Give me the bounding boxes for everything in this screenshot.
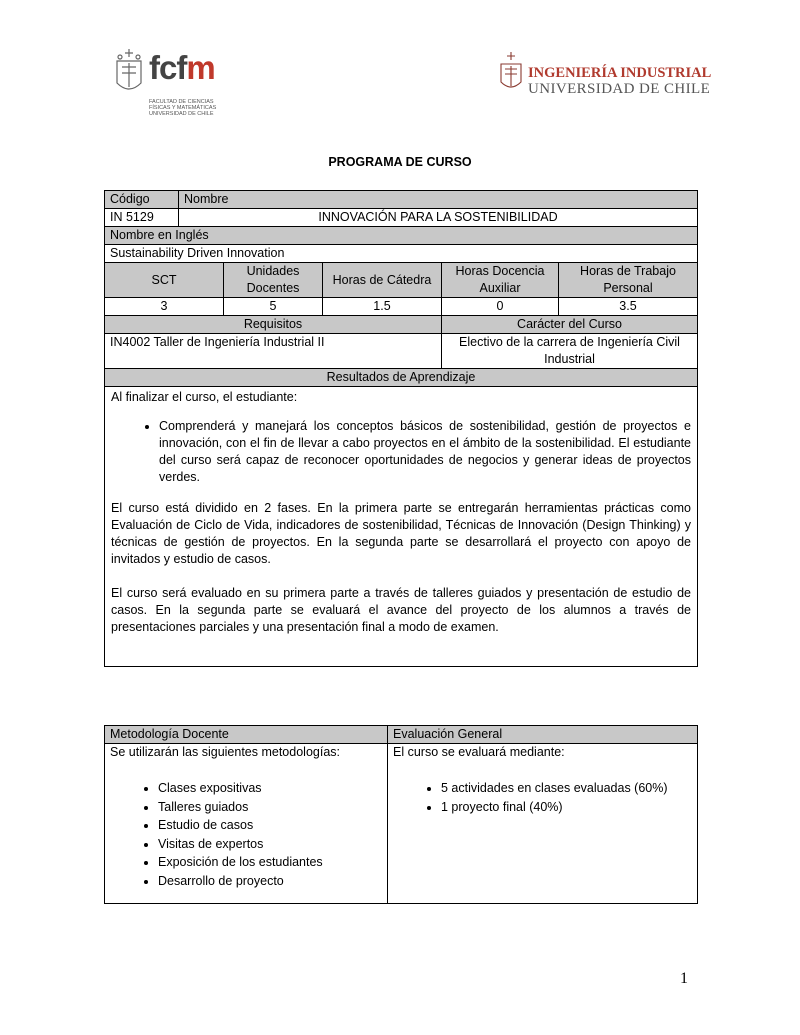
outcomes-header-row [105,369,698,387]
outcomes-content [105,387,698,667]
outcomes-label: Resultados de Aprendizaje [105,369,698,387]
code-name-header-row [105,191,698,209]
methodology-item: • Exposición de los estudiantes [158,853,382,872]
credit-value-sct: 3 [105,298,224,316]
evaluation-label: Evaluación General [388,726,698,744]
methodology-header-row [105,726,698,744]
evaluation-content [388,744,698,904]
requirements-row [105,334,698,369]
credit-header-personal: Horas de Trabajo Personal [559,263,698,298]
credits-values-row [105,298,698,316]
university-seal-icon [112,45,146,105]
methodology-intro: Se utilizarán las siguientes metodologías: [110,745,340,759]
methodology-item: • Estudio de casos [158,816,382,835]
character-value: Electivo de la carrera de Ingeniería Civil Industrial [442,334,698,369]
requirements-value: IN4002 Taller de Ingeniería Industrial II [105,334,442,369]
course-name: INNOVACIÓN PARA LA SOSTENIBILIDAD [179,209,698,227]
english-name-header-row [105,227,698,245]
logo-line-1: INGENIERÍA INDUSTRIAL [528,65,712,81]
methodology-item: • Clases expositivas [158,779,382,798]
fcfm-subtitle: FACULTAD DE CIENCIAS FÍSICAS Y MATEMÁTICAS UNIVERSIDAD DE CHILE [149,99,217,117]
outcomes-intro: Al finalizar el curso, el estudiante: [111,390,298,404]
course-code: IN 5129 [105,209,179,227]
requirements-header-row [105,316,698,334]
methodology-list [110,779,382,890]
credit-header-catedra: Horas de Cátedra [323,263,442,298]
credit-header-sct: SCT [105,263,224,298]
credit-value-unidades: 5 [224,298,323,316]
methodology-content-row [105,744,698,904]
credit-header-auxiliar: Horas Docencia Auxiliar [442,263,559,298]
course-info-table [104,190,698,667]
outcomes-paragraph-2: El curso será evaluado en su primera parte a través de talleres guiados y presentación de estudio de casos. En la segunda parte se evaluará el avance del proyecto de los alumnos a través de presentaciones parciales y una presentación final a modo de examen. [111,586,691,634]
methodology-table [104,725,698,904]
credit-header-unidades: Unidades Docentes [224,263,323,298]
requirements-label: Requisitos [105,316,442,334]
fcfm-wordmark: fcfm [149,49,215,86]
ingenieria-industrial-logo [498,50,712,100]
methodology-item: • Visitas de expertos [158,835,382,854]
evaluation-intro: El curso se evaluará mediante: [393,745,565,759]
fcfm-logo [112,45,242,123]
english-name: Sustainability Driven Innovation [105,245,698,263]
name-label: Nombre [179,191,698,209]
code-label: Código [105,191,179,209]
character-label: Carácter del Curso [442,316,698,334]
english-name-row [105,245,698,263]
credit-value-catedra: 1.5 [323,298,442,316]
outcomes-paragraph-1: El curso está dividido en 2 fases. En la primera parte se entregarán herramientas prácticas como Evaluación de Ciclo de Vida, indicadores de sostenibilidad, Técnicas de Innovación (Design Thinking) y técnicas de gestión de proyectos. En la segunda parte se desarrollará el proyecto con apoyo de invitados y estudio de casos. [111,501,691,566]
credit-value-auxiliar: 0 [442,298,559,316]
evaluation-list [393,779,692,816]
evaluation-item: • 5 actividades en clases evaluadas (60%) [441,779,692,798]
outcome-item: • Comprenderá y manejará los conceptos básicos de sostenibilidad, gestión de proyectos e innovación, con el fin de llevar a cabo proyectos en el ámbito de la sostenibilidad. El estudiante del curso será capaz de reconocer oportunidades de negocios y generar ideas de proyectos verdes. [159,418,691,486]
university-seal-icon [498,50,524,98]
methodology-content [105,744,388,904]
credits-header-row [105,263,698,298]
english-name-label: Nombre en Inglés [105,227,698,245]
page-title: PROGRAMA DE CURSO [328,155,472,169]
logo-line-2: UNIVERSIDAD DE CHILE [528,81,711,97]
code-name-row [105,209,698,227]
page-number: 1 [680,970,688,987]
methodology-item: • Talleres guiados [158,798,382,817]
evaluation-item: • 1 proyecto final (40%) [441,798,692,817]
outcomes-row [105,387,698,667]
outcomes-list [111,418,691,486]
methodology-label: Metodología Docente [105,726,388,744]
credit-value-personal: 3.5 [559,298,698,316]
methodology-item: • Desarrollo de proyecto [158,872,382,891]
